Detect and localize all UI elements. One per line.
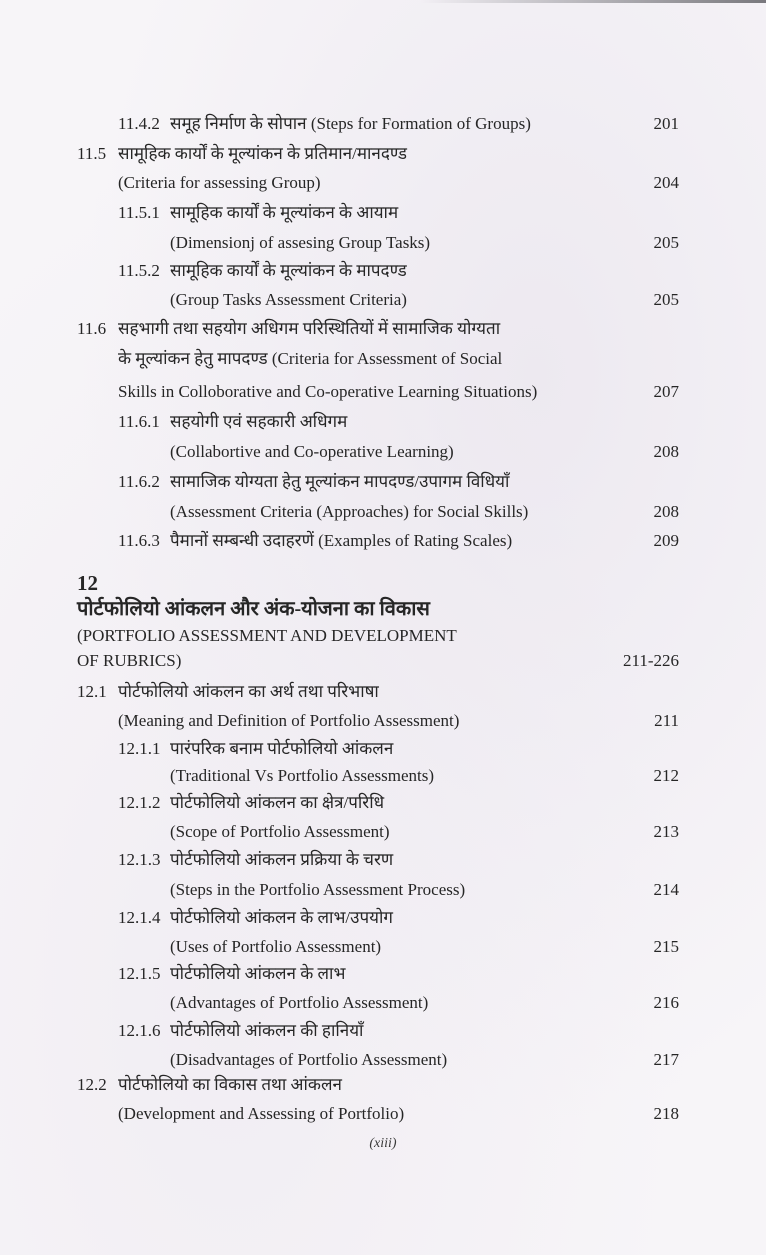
entry-number: 12.1.3 — [118, 850, 161, 869]
toc-entry-continued — [0, 763, 766, 789]
toc-entry-continued — [0, 287, 766, 313]
entry-title-hindi: सामूहिक कार्यों के मूल्यांकन के आयाम — [170, 203, 399, 222]
page-edge-shadow — [420, 0, 766, 3]
entry-title-mixed: के मूल्यांकन हेतु मापदण्ड (Criteria for Assessment of Social — [118, 349, 503, 368]
toc-entry-continued — [0, 877, 766, 903]
entry-title-hindi: पारंपरिक बनाम पोर्टफोलियो आंकलन — [170, 739, 394, 758]
entry-title-english: (Scope of Portfolio Assessment) — [170, 822, 390, 841]
toc-entry — [0, 528, 766, 554]
entry-title-hindi: सामूहिक कार्यों के मूल्यांकन के मापदण्ड — [170, 261, 407, 280]
entry-page: 204 — [653, 173, 679, 192]
toc-entry-continued — [0, 499, 766, 525]
entry-number: 11.6.1 — [118, 412, 160, 431]
toc-entry — [0, 316, 766, 342]
entry-title-english: (Group Tasks Assessment Criteria) — [170, 290, 407, 309]
entry-number: 11.5 — [77, 144, 107, 163]
entry-number: 12.1.2 — [118, 793, 161, 812]
entry-title-english: Skills in Colloborative and Co-operative Learning Situations) — [118, 382, 538, 401]
entry-page: 205 — [653, 290, 679, 309]
toc-entry — [0, 905, 766, 931]
entry-title-english: (Advantages of Portfolio Assessment) — [170, 993, 429, 1012]
entry-title-hindi: सहयोगी एवं सहकारी अधिगम — [170, 412, 348, 431]
entry-number: 11.6.2 — [118, 472, 160, 491]
entry-page: 218 — [653, 1104, 679, 1123]
toc-entry — [0, 409, 766, 435]
entry-page: 217 — [653, 1050, 679, 1069]
toc-entry — [0, 1018, 766, 1044]
entry-number: 11.6.3 — [118, 531, 160, 550]
toc-entry — [0, 200, 766, 226]
page-number-footer: (xiii) — [369, 1136, 397, 1151]
entry-title-hindi: पोर्टफोलियो आंकलन के लाभ/उपयोग — [170, 908, 393, 927]
chapter-title-row — [0, 623, 766, 649]
entry-title-hindi: पोर्टफोलियो का विकास तथा आंकलन — [118, 1075, 342, 1094]
entry-title-english: (Assessment Criteria (Approaches) for Social Skills) — [170, 502, 529, 521]
toc-entry-continued — [0, 819, 766, 845]
entry-number: 12.1 — [77, 682, 107, 701]
entry-page: 207 — [653, 382, 679, 401]
toc-entry-continued — [0, 1101, 766, 1127]
toc-entry-continued — [0, 934, 766, 960]
entry-title-english: (Dimensionj of assesing Group Tasks) — [170, 233, 431, 252]
entry-page: 208 — [653, 502, 679, 521]
entry-page: 214 — [653, 880, 679, 899]
entry-number: 11.5.2 — [118, 261, 160, 280]
entry-number: 12.2 — [77, 1075, 107, 1094]
entry-number: 12.1.1 — [118, 739, 161, 758]
entry-title-english: (Criteria for assessing Group) — [118, 173, 321, 192]
chapter-title-english: (PORTFOLIO ASSESSMENT AND DEVELOPMENT — [77, 626, 457, 645]
chapter-title-row — [0, 596, 766, 624]
entry-page: 201 — [653, 114, 679, 133]
entry-number: 11.5.1 — [118, 203, 160, 222]
entry-title-hindi: पोर्टफोलियो आंकलन के लाभ — [170, 964, 346, 983]
toc-entry-continued — [0, 708, 766, 734]
toc-entry — [0, 790, 766, 816]
entry-page: 213 — [653, 822, 679, 841]
toc-entry — [0, 961, 766, 987]
entry-title-english: (Traditional Vs Portfolio Assessments) — [170, 766, 434, 785]
toc-entry — [0, 469, 766, 495]
toc-entry — [0, 1072, 766, 1098]
entry-page: 215 — [653, 937, 679, 956]
chapter-pages: 211-226 — [622, 651, 679, 670]
toc-entry-continued — [0, 439, 766, 465]
entry-title-english: (Development and Assessing of Portfolio) — [118, 1104, 405, 1123]
entry-title-hindi: सामूहिक कार्यों के मूल्यांकन के प्रतिमान/मानदण्ड — [118, 144, 408, 163]
entry-page: 205 — [653, 233, 679, 252]
toc-entry — [0, 111, 766, 137]
toc-entry — [0, 141, 766, 167]
toc-entry — [0, 736, 766, 762]
entry-number: 12.1.6 — [118, 1021, 161, 1040]
entry-page: 209 — [653, 531, 679, 550]
toc-entry-continued — [0, 346, 766, 372]
toc-entry-continued — [0, 170, 766, 196]
toc-entry — [0, 679, 766, 705]
entry-page: 211 — [654, 711, 679, 730]
entry-title-english: (Steps in the Portfolio Assessment Process) — [170, 880, 466, 899]
toc-entry-continued — [0, 1047, 766, 1073]
toc-entry — [0, 847, 766, 873]
chapter-title-row — [0, 648, 766, 674]
toc-entry-continued — [0, 990, 766, 1016]
entry-title: समूह निर्माण के सोपान (Steps for Formation of Groups) — [170, 114, 531, 133]
entry-page: 216 — [653, 993, 679, 1012]
chapter-number: 12 — [77, 571, 98, 595]
chapter-heading — [0, 570, 766, 598]
entry-title-hindi: पोर्टफोलियो आंकलन प्रक्रिया के चरण — [170, 850, 394, 869]
entry-number: 12.1.5 — [118, 964, 161, 983]
entry-title-hindi: पोर्टफोलियो आंकलन की हानियाँ — [170, 1021, 364, 1040]
entry-title: पैमानों सम्बन्धी उदाहरणें (Examples of Rating Scales) — [170, 531, 513, 550]
entry-number: 11.6 — [77, 319, 107, 338]
entry-title-hindi: सहभागी तथा सहयोग अधिगम परिस्थितियों में सामाजिक योग्यता — [118, 319, 501, 338]
entry-title-hindi: पोर्टफोलियो आंकलन का क्षेत्र/परिधि — [170, 793, 385, 812]
entry-title-english: (Meaning and Definition of Portfolio Assessment) — [118, 711, 460, 730]
toc-entry — [0, 258, 766, 284]
entry-title-english: (Uses of Portfolio Assessment) — [170, 937, 382, 956]
entry-page: 208 — [653, 442, 679, 461]
toc-entry-continued — [0, 230, 766, 256]
toc-entry-continued — [0, 379, 766, 405]
entry-title-hindi: पोर्टफोलियो आंकलन का अर्थ तथा परिभाषा — [118, 682, 379, 701]
entry-title-english: (Disadvantages of Portfolio Assessment) — [170, 1050, 448, 1069]
entry-title-hindi: सामाजिक योग्यता हेतु मूल्यांकन मापदण्ड/उपागम विधियाँ — [170, 472, 510, 491]
chapter-title-hindi: पोर्टफोलियो आंकलन और अंक-योजना का विकास — [77, 598, 430, 620]
chapter-title-english-cont: OF RUBRICS) — [77, 651, 182, 670]
entry-page: 212 — [653, 766, 679, 785]
entry-number: 12.1.4 — [118, 908, 161, 927]
entry-title-english: (Collabortive and Co-operative Learning) — [170, 442, 454, 461]
entry-number: 11.4.2 — [118, 114, 160, 133]
